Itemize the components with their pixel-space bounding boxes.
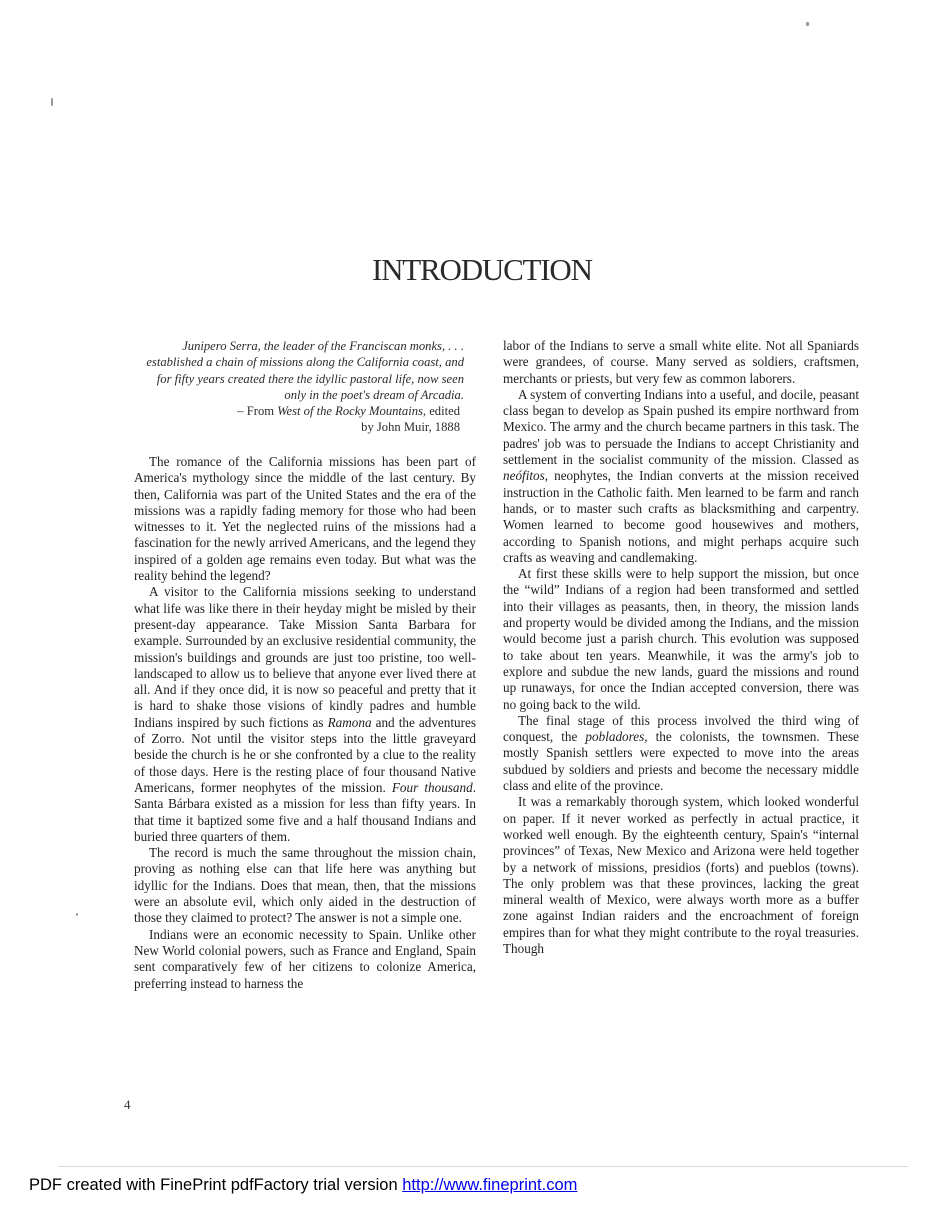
epigraph-source bbox=[146, 403, 464, 419]
emphasis-ramona: Ramona bbox=[327, 714, 372, 730]
epigraph bbox=[146, 338, 464, 436]
paragraph-text: , the colonists, the townsmen. These mostly Spanish settlers were expected to move into the areas subdued by soldiers and priests and become the necessary middle class and elite of the province. bbox=[503, 729, 859, 794]
page-number: 4 bbox=[124, 1097, 131, 1112]
pdf-footer bbox=[29, 1176, 577, 1195]
paragraph-text: , neophytes, the Indian converts at the mission received instruction in the Catholic faith. Men learned to be farm and ranch hands, or to master such crafts as blacksmithing and carpentry. Women learned to become good housewives and mothers, according to Spanish notions, and might perhaps acquire such crafts as weaving and candlemaking. bbox=[503, 468, 859, 565]
epigraph-quote: Junipero Serra, the leader of the Franciscan monks, . . . established a chain of missions along the California coast, and for fifty years created there the idyllic pastoral life, now seen only in the poet's dream of Arcadia. bbox=[146, 339, 464, 402]
emphasis-four-thousand: Four thousand bbox=[391, 779, 473, 795]
paragraph: labor of the Indians to serve a small white elite. Not all Spaniards were grandees, of course. Many served as soldiers, craftsmen, merchants or priests, but very few as common laborers. bbox=[503, 338, 859, 386]
right-column bbox=[503, 338, 859, 957]
paragraph: Indians were an economic necessity to Spain. Unlike other New World colonial powers, such as France and England, Spain sent comparatively few of her citizens to colonize America, preferring instead to harness the bbox=[134, 926, 476, 991]
paragraph-text: A visitor to the California missions seeking to understand what life was like there in their heyday might be misled by their present-day appearance. Take Mission Santa Barbara for example. Surrounded by an exclusive residential community, the mission's buildings and grounds are just too pristine, too well-landscaped to allow us to believe that anyone ever lived there at all. And if they once did, it is now so peaceful and pretty that it is hard to shake those visions of kindly padres and humble Indians inspired by such fictions as bbox=[134, 584, 476, 730]
paragraph bbox=[134, 584, 476, 845]
paragraph bbox=[503, 713, 859, 794]
paragraph-text: and the adventures of Zorro. Not until the visitor steps into the little graveyard beside the church is he or she confronted by a clue to the reality of those days. Here is the resting place of four thousand Native Americans, former neophytes of the mission. bbox=[134, 714, 476, 795]
page-title: INTRODUCTION bbox=[372, 252, 592, 287]
footer-divider bbox=[58, 1166, 908, 1167]
emphasis-pobladores: pobladores bbox=[585, 729, 645, 745]
paragraph-text: A system of converting Indians into a useful, and docile, peasant class began to develop as Spain pushed its empire northward from Mexico. The army and the church became partners in this task. The padres' job was to persuade the Indians to accept Christianity and settlement in the socialist community of the mission. Classed as bbox=[503, 386, 859, 468]
left-column bbox=[134, 454, 476, 992]
scan-speck bbox=[76, 913, 78, 916]
epigraph-source-suffix: , edited bbox=[422, 404, 460, 419]
paragraph: The romance of the California missions has been part of America's mythology since the middle of the last century. By then, California was part of the United States and the era of the missions was a rapidly fading memory for those who had been witnesses to it. Yet the neglected ruins of the missions had a fascination for the newly arrived Americans, and the legend they inspired of a golden age remains even today. But what was the reality behind the legend? bbox=[134, 454, 476, 584]
epigraph-source-title: West of the Rocky Mountains bbox=[277, 404, 423, 419]
epigraph-source-author: by John Muir, 1888 bbox=[361, 420, 460, 435]
paragraph: It was a remarkably thorough system, which looked wonderful on paper. If it never worked as perfectly in actual practice, it worked well enough. By the eighteenth century, Spain's “internal provinces” of Texas, New Mexico and Arizona were held together by a network of missions, presidios (forts) and pueblos (towns). The only problem was that these provinces, lacking the great mineral wealth of Mexico, were always worth more as a buffer zone against Indian raiders and the encroachment of foreign empires than for what they might contribute to the royal treasuries. Though bbox=[503, 794, 859, 956]
footer-text: PDF created with FinePrint pdfFactory trial version bbox=[29, 1176, 403, 1194]
paragraph: At first these skills were to help support the mission, but once the “wild” Indians of a region had been transformed and settled into their villages as peasants, then, in theory, the mission lands and property would be divided among the Indians, and the mission would become just a parish church. This evolution was supposed to take about ten years. Meanwhile, it was the army's job to explore and subdue the new lands, guard the missions and round up runaways, for once the Indian accepted conversion, there was no going back to the wild. bbox=[503, 566, 859, 712]
paragraph: The record is much the same throughout the mission chain, proving as nothing else can that life here was anything but idyllic for the Indians. Does that mean, then, that the missions were an absolute evil, which only aided in the destruction of those they claimed to protect? The answer is not a simple one. bbox=[134, 845, 476, 926]
scan-speck bbox=[806, 22, 809, 26]
paragraph bbox=[503, 387, 859, 566]
footer-link[interactable]: http://www.fineprint.com bbox=[402, 1176, 578, 1194]
paragraph-text: . Santa Bárbara existed as a mission for less than fifty years. In that time it baptized some five and a half thousand Indians and buried three quarters of them. bbox=[134, 779, 476, 844]
emphasis-neofitos: neófitos bbox=[503, 468, 545, 484]
paragraph-text: The final stage of this process involved the third wing of conquest, the bbox=[503, 712, 859, 745]
epigraph-source-prefix: – From bbox=[237, 404, 278, 419]
scan-speck bbox=[51, 98, 53, 106]
